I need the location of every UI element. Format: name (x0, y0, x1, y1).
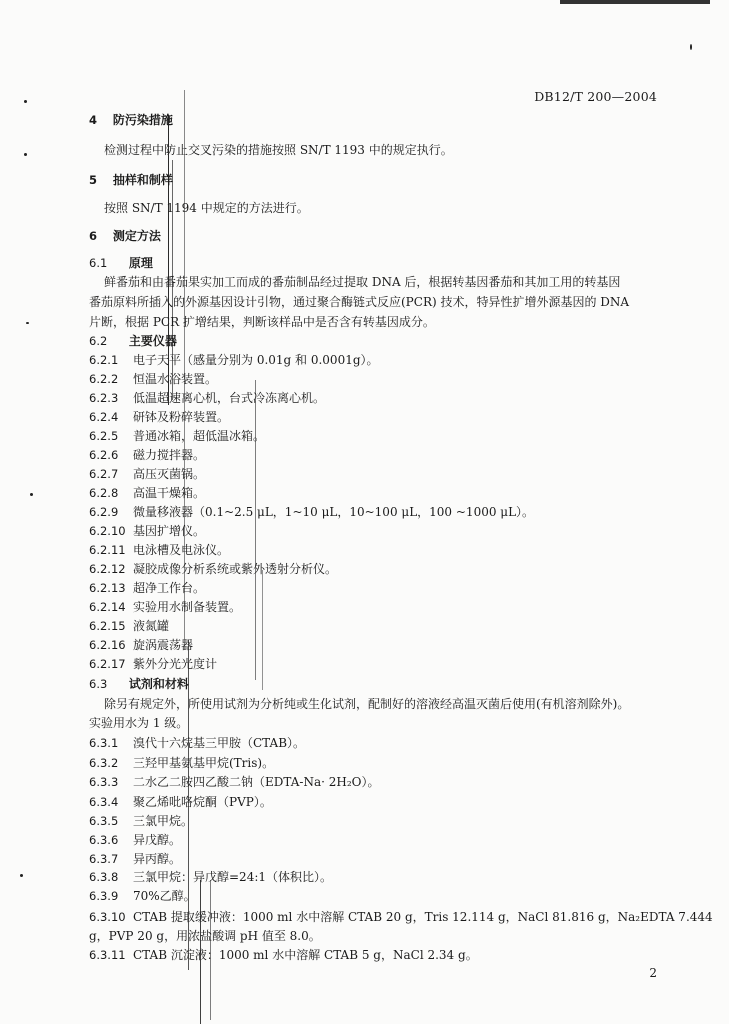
item-number: 6.3.2 (89, 756, 119, 770)
section-number: 6 (89, 229, 98, 243)
subsection-heading (89, 256, 153, 271)
item-number: 6.2.3 (89, 391, 119, 405)
item-number: 6.2.13 (89, 581, 126, 595)
paragraph-line: 片断，根据 PCR 扩增结果，判断该样品中是否含有转基因成分。 (89, 315, 435, 329)
scan-line (255, 380, 256, 680)
list-item (89, 486, 205, 501)
item-text: 三羟甲基氨基甲烷(Tris)。 (133, 756, 275, 770)
item-number: 6.2.14 (89, 600, 126, 614)
item-number: 6.3.7 (89, 852, 119, 866)
subsection-number: 6.2 (89, 334, 108, 348)
list-item (89, 657, 217, 672)
scan-line (262, 570, 263, 690)
list-item (89, 410, 229, 425)
list-item (89, 562, 337, 577)
item-text: 紫外分光光度计 (133, 657, 218, 671)
item-number: 6.2.1 (89, 353, 119, 367)
list-item (89, 353, 379, 368)
paragraph-line: 除另有规定外，所使用试剂为分析纯或生化试剂，配制好的溶液经高温灭菌后使用(有机溶剂除外)。 (104, 697, 630, 711)
scan-speck (30, 493, 33, 496)
section-title: 抽样和制样 (112, 173, 173, 187)
list-item (89, 795, 272, 810)
item-number: 6.3.4 (89, 795, 119, 809)
section-heading (89, 113, 173, 128)
scan-edge-mark (560, 0, 710, 4)
item-text: 基因扩增仪。 (133, 524, 206, 538)
item-text: 三氯甲烷：异戊醇=24:1（体积比）。 (133, 870, 333, 884)
item-number: 6.2.11 (89, 543, 126, 557)
list-item (89, 736, 305, 751)
subsection-number: 6.1 (89, 256, 108, 270)
section-heading (89, 229, 161, 244)
section-title: 测定方法 (112, 229, 161, 243)
list-item (89, 889, 196, 904)
item-text: 电泳槽及电泳仪。 (133, 543, 230, 557)
section-title: 防污染措施 (112, 113, 173, 127)
paragraph-line: 番茄原料所插入的外源基因设计引物，通过聚合酶链式反应(PCR) 技术，特异性扩增外源基因的 DNA (89, 295, 630, 309)
list-item (89, 638, 193, 653)
item-text: CTAB 提取缓冲液：1000 ml 水中溶解 CTAB 20 g，Tris 12.114 g，NaCl 81.816 g，Na₂EDTA 7.444 (133, 910, 713, 924)
item-text: 微量移液器（0.1~2.5 μL，1~10 μL，10~100 μL，100 ~1000 μL）。 (133, 505, 535, 519)
list-item (89, 448, 205, 463)
item-number: 6.3.10 (89, 910, 126, 924)
item-number: 6.3.6 (89, 833, 119, 847)
section-heading (89, 173, 173, 188)
subsection-heading (89, 334, 177, 349)
item-number: 6.2.12 (89, 562, 126, 576)
item-text: 电子天平（感量分别为 0.01g 和 0.0001g）。 (133, 353, 379, 367)
standard-code: DB12/T 200—2004 (534, 89, 657, 104)
item-number: 6.3.8 (89, 870, 119, 884)
item-number: 6.2.2 (89, 372, 119, 386)
subsection-title: 试剂和材料 (128, 677, 189, 691)
list-item (89, 833, 181, 848)
item-number: 6.3.1 (89, 736, 119, 750)
scan-speck (24, 153, 27, 156)
list-item-continuation: g，PVP 20 g，用浓盐酸调 pH 值至 8.0。 (89, 929, 321, 943)
subsection-number: 6.3 (89, 677, 108, 691)
item-text: 高压灭菌锅。 (133, 467, 206, 481)
list-item (89, 775, 379, 790)
item-number: 6.2.15 (89, 619, 126, 633)
item-text: CTAB 沉淀液：1000 ml 水中溶解 CTAB 5 g，NaCl 2.34 g。 (133, 948, 478, 962)
item-text: 磁力搅拌器。 (133, 448, 206, 462)
item-text: 低温超速离心机，台式冷冻离心机。 (133, 391, 326, 405)
item-text: 高温干燥箱。 (133, 486, 206, 500)
subsection-heading (89, 677, 189, 692)
list-item (89, 581, 205, 596)
scan-speck (24, 100, 27, 103)
section-number: 5 (89, 173, 98, 187)
list-item (89, 948, 478, 963)
item-text: 液氮罐 (133, 619, 170, 633)
list-item (89, 467, 205, 482)
list-item (89, 543, 229, 558)
item-number: 6.2.7 (89, 467, 119, 481)
item-text: 异丙醇。 (133, 852, 182, 866)
item-text: 恒温水浴装置。 (133, 372, 218, 386)
item-number: 6.3.5 (89, 814, 119, 828)
item-number: 6.2.6 (89, 448, 119, 462)
item-text: 实验用水制备装置。 (133, 600, 242, 614)
item-text: 研钵及粉碎装置。 (133, 410, 230, 424)
item-number: 6.2.5 (89, 429, 119, 443)
item-number: 6.3.11 (89, 948, 126, 962)
list-item (89, 524, 205, 539)
list-item (89, 600, 241, 615)
scan-speck (690, 44, 692, 50)
item-text: 二水乙二胺四乙酸二钠（EDTA-Na· 2H₂O）。 (133, 775, 380, 789)
item-text: 凝胶成像分析系统或紫外透射分析仪。 (133, 562, 338, 576)
list-item (89, 505, 534, 520)
item-text: 三氯甲烷。 (133, 814, 194, 828)
list-item (89, 372, 217, 387)
item-number: 6.2.8 (89, 486, 119, 500)
item-number: 6.2.9 (89, 505, 119, 519)
item-text: 溴代十六烷基三甲胺（CTAB）。 (133, 736, 306, 750)
list-item (89, 429, 265, 444)
item-number: 6.3.9 (89, 889, 119, 903)
page-number: 2 (649, 966, 657, 980)
item-number: 6.2.16 (89, 638, 126, 652)
paragraph-line: 实验用水为 1 级。 (89, 716, 189, 730)
item-text: 聚乙烯吡咯烷酮（PVP）。 (133, 795, 272, 809)
item-number: 6.2.4 (89, 410, 119, 424)
paragraph-line: 鲜番茄和由番茄果实加工而成的番茄制品经过提取 DNA 后，根据转基因番茄和其加工用的转基因 (104, 275, 621, 289)
subsection-title: 原理 (128, 256, 153, 270)
list-item (89, 391, 325, 406)
item-number: 6.2.10 (89, 524, 126, 538)
paragraph: 按照 SN/T 1194 中规定的方法进行。 (104, 201, 309, 215)
paragraph: 检测过程中防止交叉污染的措施按照 SN/T 1193 中的规定执行。 (104, 143, 453, 157)
list-item (89, 852, 181, 867)
item-text: 普通冰箱，超低温冰箱。 (133, 429, 266, 443)
section-number: 4 (89, 113, 98, 127)
item-number: 6.3.3 (89, 775, 119, 789)
list-item (89, 870, 332, 885)
subsection-title: 主要仪器 (128, 334, 177, 348)
list-item (89, 619, 169, 634)
list-item (89, 814, 193, 829)
scan-speck (20, 874, 23, 877)
item-text: 旋涡震荡器 (133, 638, 194, 652)
scan-speck (26, 322, 29, 324)
list-item (89, 910, 713, 925)
item-text: 异戊醇。 (133, 833, 182, 847)
item-text: 70%乙醇。 (133, 889, 196, 903)
list-item (89, 756, 274, 771)
item-text: 超净工作台。 (133, 581, 206, 595)
item-number: 6.2.17 (89, 657, 126, 671)
